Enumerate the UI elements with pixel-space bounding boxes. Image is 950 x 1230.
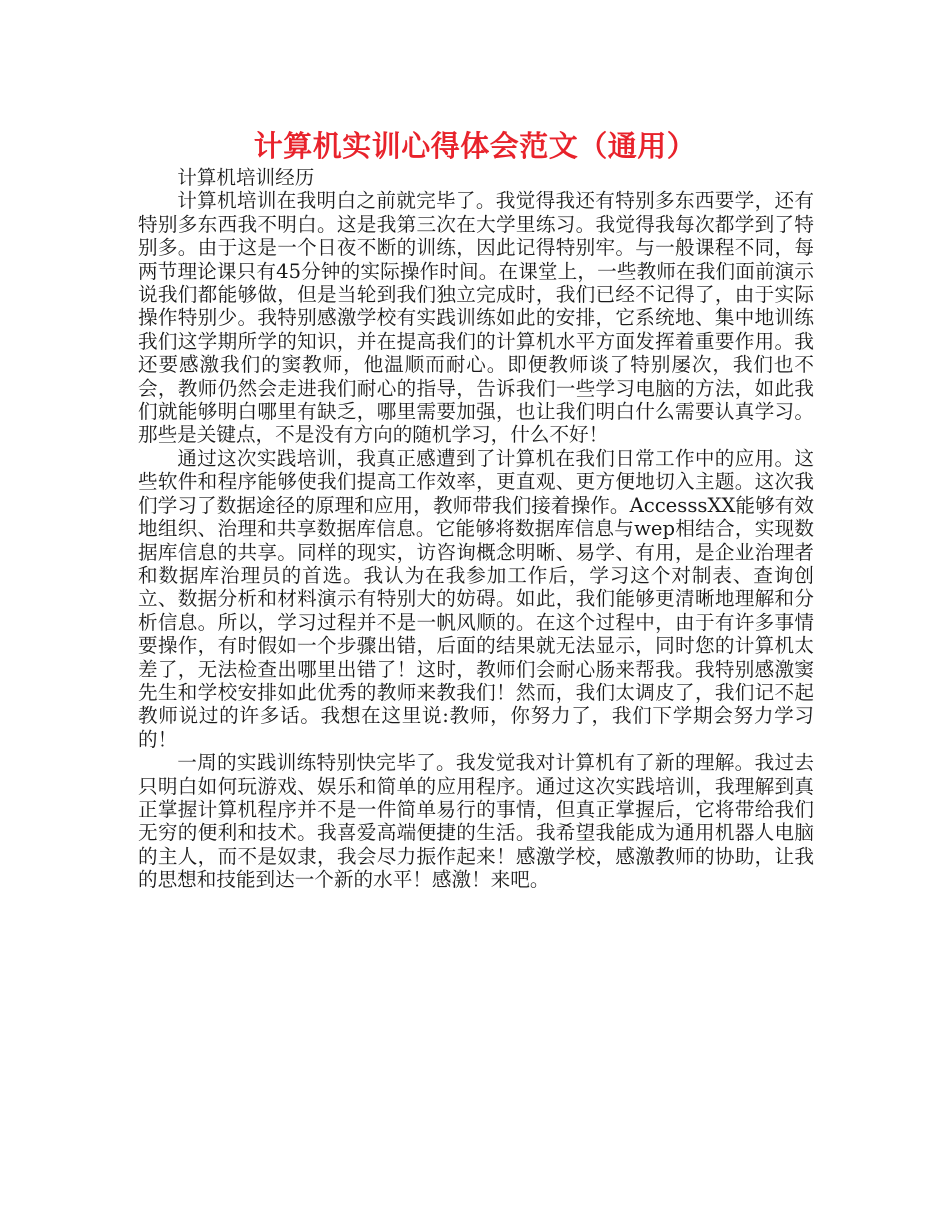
paragraph-3: 一周的实践训练特别快完毕了。我发觉我对计算机有了新的理解。我过去只明白如何玩游戏、娱乐和简单的应用程序。通过这次实践培训，我理解到真正掌握计算机程序并不是一件简单易行的事情，但真正掌握后，它将带给我们无穷的便利和技术。我喜爱高端便捷的生活。我希望我能成为通用机器人电脑的主人，而不是奴隶，我会尽力振作起来！感激学校，感激教师的协助，让我的思想和技能到达一个新的水平！感激！来吧。 xyxy=(138,751,814,892)
document-body xyxy=(138,166,814,892)
document-title: 计算机实训心得体会范文（通用） xyxy=(253,129,697,163)
paragraph-heading: 计算机培训经历 xyxy=(177,166,315,189)
paragraph-1: 计算机培训在我明白之前就完毕了。我觉得我还有特别多东西要学，还有特别多东西我不明白。这是我第三次在大学里练习。我觉得我每次都学到了特别多。由于这是一个日夜不断的训练，因此记得特别牢。与一般课程不同，每两节理论课只有45分钟的实际操作时间。在课堂上，一些教师在我们面前演示说我们都能够做，但是当轮到我们独立完成时，我们已经不记得了，由于实际操作特别少。我特别感激学校有实践训练如此的安排，它系统地、集中地训练我们这学期所学的知识，并在提高我们的计算机水平方面发挥着重要作用。我还要感激我们的窦教师，他温顺而耐心。即便教师谈了特别屡次，我们也不会，教师仍然会走进我们耐心的指导，告诉我们一些学习电脑的方法，如此我们就能够明白哪里有缺乏，哪里需要加强，也让我们明白什么需要认真学习。那些是关键点，不是没有方向的随机学习，什么不好！ xyxy=(138,189,814,447)
paragraph-2: 通过这次实践培训，我真正感遭到了计算机在我们日常工作中的应用。这些软件和程序能够使我们提高工作效率，更直观、更方便地切入主题。这次我们学习了数据途径的原理和应用，教师带我们接着操作。AccesssXX能够有效地组织、治理和共享数据库信息。它能够将数据库信息与wep相结合，实现数据库信息的共享。同样的现实，访咨询概念明晰、易学、有用，是企业治理者和数据库治理员的首选。我认为在我参加工作后，学习这个对制表、查询创立、数据分析和材料演示有特别大的妨碍。如此，我们能够更清晰地理解和分析信息。所以，学习过程并不是一帆风顺的。在这个过程中，由于有许多事情要操作，有时假如一个步骤出错，后面的结果就无法显示，同时您的计算机太差了，无法检查出哪里出错了！这时，教师们会耐心肠来帮我。我特别感激窦先生和学校安排如此优秀的教师来教我们！然而，我们太调皮了，我们记不起教师说过的许多话。我想在这里说:教师，你努力了，我们下学期会努力学习的！ xyxy=(138,446,814,751)
